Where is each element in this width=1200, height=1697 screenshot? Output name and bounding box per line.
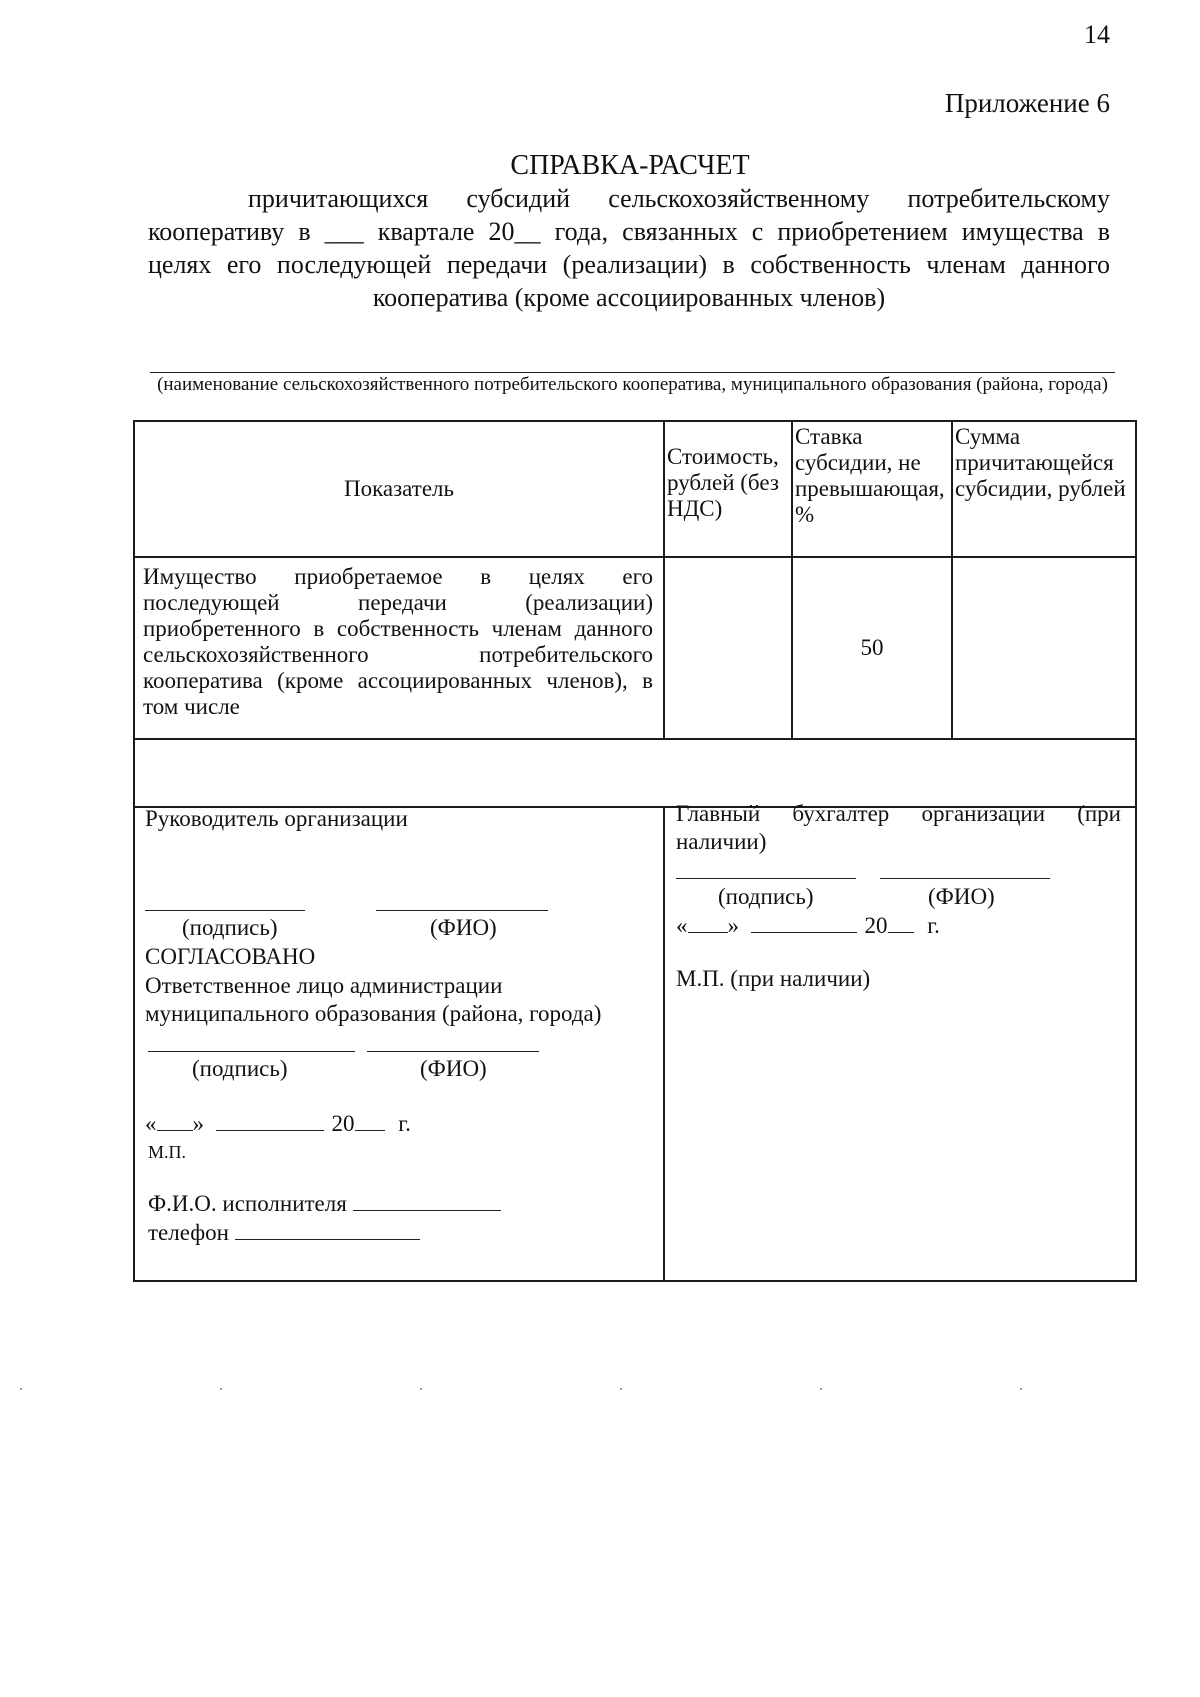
phone-label: телефон — [148, 1220, 229, 1245]
responsible-person-line1: Ответственное лицо администрации — [145, 973, 503, 998]
date-year-field[interactable] — [355, 1110, 385, 1131]
appendix-label: Приложение 6 — [944, 88, 1110, 118]
date-year-prefix: 20 — [864, 913, 888, 938]
head-of-organization-label: Руководитель организации — [145, 806, 408, 831]
executor-field[interactable] — [353, 1190, 501, 1211]
agreed-label: СОГЛАСОВАНО — [145, 944, 316, 969]
header-rate: Ставка субсидии, не превышающая, % — [792, 421, 952, 557]
subtitle-line: кооперативу в ___ квартале 20__ года, связанных с приобретением имущества в — [148, 217, 1110, 246]
date-open-quote: « — [145, 1111, 157, 1136]
responsible-fio-line[interactable] — [367, 1051, 539, 1052]
empty-row-cell[interactable] — [134, 739, 1136, 807]
row-cost-cell[interactable] — [664, 557, 792, 739]
accountant-label-line2: наличии) — [676, 829, 767, 854]
date-month-field[interactable] — [751, 912, 857, 933]
scan-artifact-dots — [20, 1388, 1120, 1390]
subtitle-line: кооператива (кроме ассоциированных членов) — [372, 283, 886, 312]
accountant-signature-caption: (подпись) — [718, 884, 814, 909]
date-year-suffix: г. — [927, 913, 940, 938]
page-number: 14 — [1084, 20, 1110, 49]
date-close-quote: » — [192, 1111, 204, 1136]
head-fio-line[interactable] — [376, 910, 548, 911]
responsible-signature-line[interactable] — [148, 1051, 355, 1052]
accountant-fio-line[interactable] — [880, 878, 1050, 879]
right-date-line — [676, 912, 940, 940]
row-rate-cell: 50 — [792, 557, 952, 739]
header-cost: Стоимость, рублей (без НДС) — [664, 421, 792, 557]
phone-field[interactable] — [235, 1219, 420, 1240]
cooperative-name-field[interactable] — [150, 372, 1115, 373]
responsible-signature-caption: (подпись) — [192, 1056, 288, 1081]
left-date-line — [145, 1110, 411, 1138]
document-title: СПРАВКА-РАСЧЕТ — [510, 150, 750, 181]
accountant-label-line1: Главный бухгалтер организации (при — [676, 801, 1121, 826]
table-header-row — [134, 421, 1136, 557]
executor-label: Ф.И.О. исполнителя — [148, 1191, 347, 1216]
date-year-suffix: г. — [398, 1111, 411, 1136]
table-empty-row — [134, 739, 1136, 807]
head-fio-caption: (ФИО) — [430, 915, 497, 940]
date-month-field[interactable] — [216, 1110, 324, 1131]
header-indicator: Показатель — [134, 421, 664, 557]
head-signature-caption: (подпись) — [182, 915, 278, 940]
head-signature-line[interactable] — [145, 910, 305, 911]
accountant-fio-caption: (ФИО) — [928, 884, 995, 909]
row-indicator: Имущество приобретаемое в целях его последующей передачи (реализации) приобретенного в собственность членам данного сельскохозяйственного потребительского кооператива (кроме ассоциированных членов), в том числе — [134, 557, 664, 739]
date-close-quote: » — [727, 913, 739, 938]
phone-line — [148, 1219, 420, 1247]
cooperative-name-caption: (наименование сельскохозяйственного потребительского кооператива, муниципального образования (района, города) — [157, 374, 1108, 395]
date-day-field[interactable] — [688, 912, 728, 933]
date-day-field[interactable] — [157, 1110, 193, 1131]
subtitle-line: целях его последующей передачи (реализации) в собственность членам данного — [148, 250, 1110, 279]
accountant-signature-line[interactable] — [676, 878, 856, 879]
subtitle-line: причитающихся субсидий сельскохозяйственному потребительскому — [248, 184, 1110, 213]
calculation-table — [133, 420, 1137, 1282]
table-row — [134, 557, 1136, 739]
executor-line — [148, 1190, 501, 1218]
stamp-optional-label: М.П. (при наличии) — [676, 966, 871, 991]
stamp-label: М.П. — [148, 1142, 187, 1162]
date-open-quote: « — [676, 913, 688, 938]
responsible-person-line2: муниципального образования (района, города) — [145, 1001, 602, 1026]
responsible-fio-caption: (ФИО) — [420, 1056, 487, 1081]
date-year-field[interactable] — [888, 912, 914, 933]
date-year-prefix: 20 — [331, 1111, 355, 1136]
header-amount: Сумма причитающейся субсидии, рублей — [952, 421, 1136, 557]
document-subtitle — [148, 182, 1110, 314]
row-amount-cell[interactable] — [952, 557, 1136, 739]
